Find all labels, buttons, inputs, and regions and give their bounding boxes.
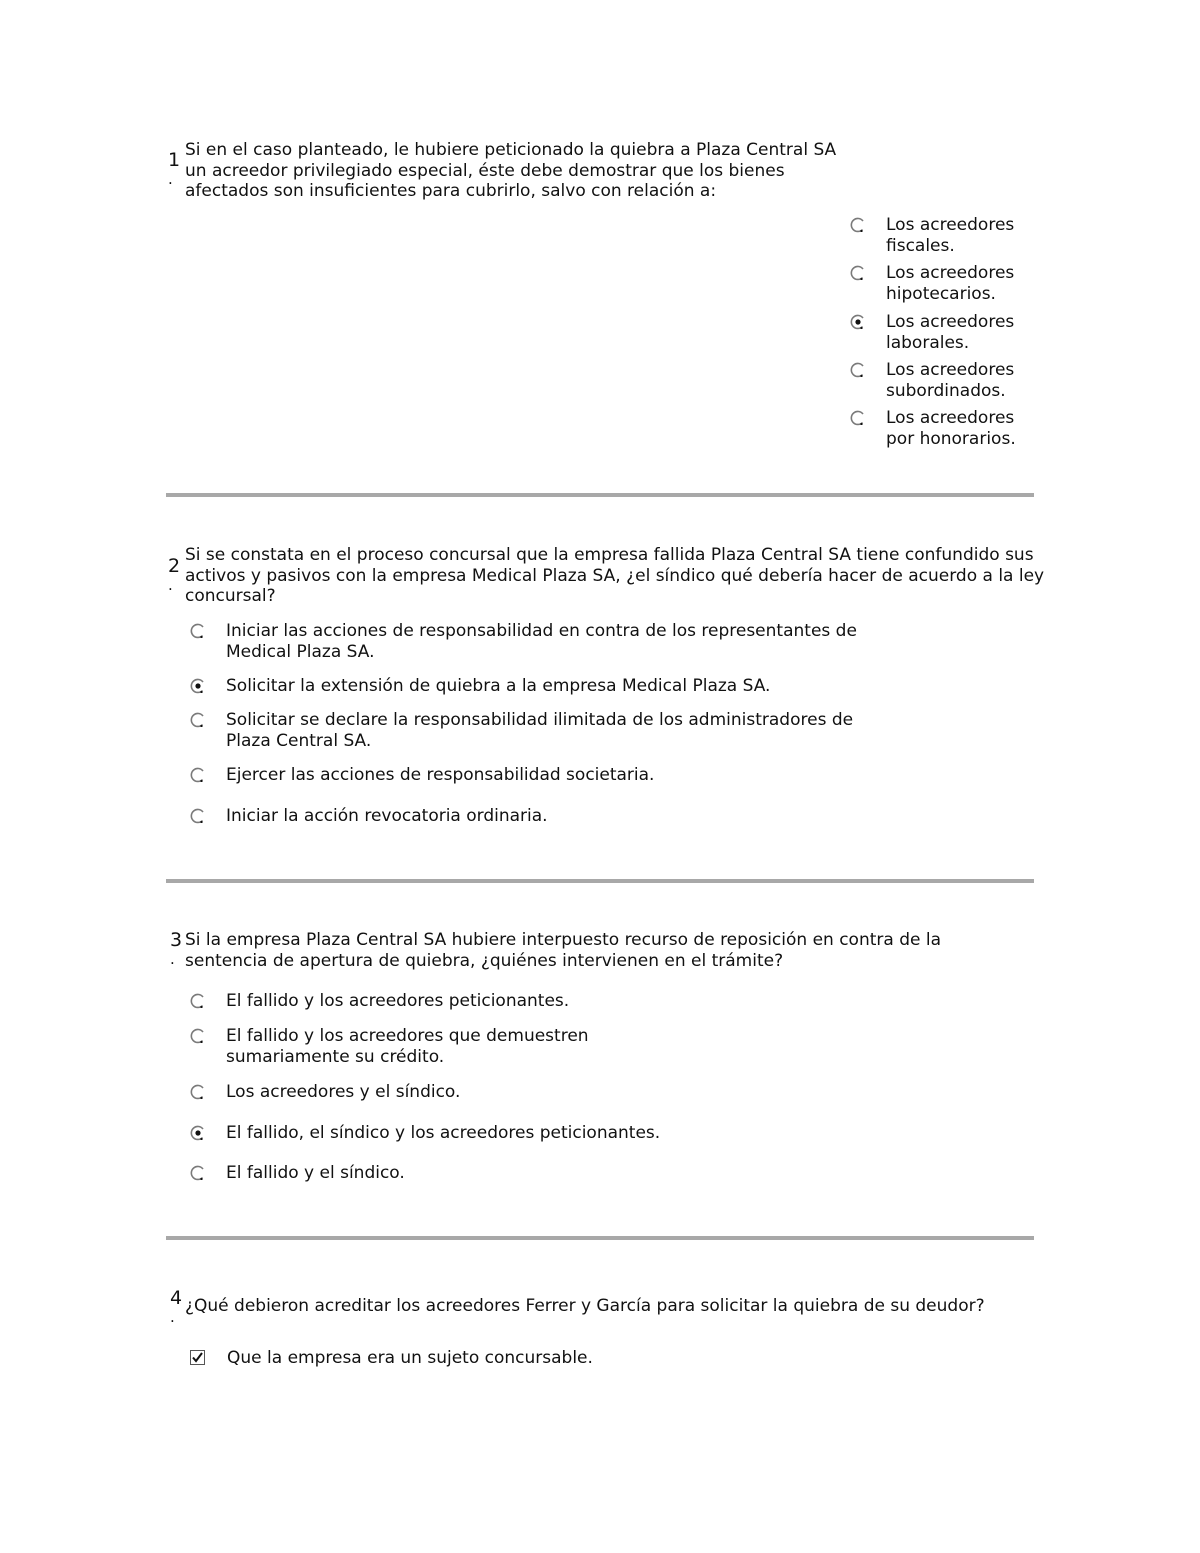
option-label: El fallido y el síndico. — [226, 1163, 405, 1183]
option-4-1[interactable] — [190, 1348, 870, 1369]
option-1-4[interactable] — [850, 360, 1035, 401]
option-label: Los acreedores subordinados. — [886, 360, 1015, 401]
radio-selected-icon[interactable] — [190, 678, 206, 694]
question-number-dot: . — [170, 950, 175, 968]
option-1-5[interactable] — [850, 408, 1035, 449]
question-number-value: 2 — [168, 555, 181, 577]
option-3-2[interactable] — [190, 1026, 610, 1067]
option-label: Solicitar se declare la responsabilidad ilimitada de los administradores de Plaza Central SA. — [226, 710, 854, 751]
question-number-value: 1 — [168, 149, 181, 171]
radio-unselected-icon[interactable] — [190, 1084, 206, 1100]
option-2-3[interactable] — [190, 710, 870, 751]
option-2-2[interactable] — [190, 676, 870, 697]
radio-unselected-icon[interactable] — [190, 993, 206, 1009]
option-label: Los acreedores hipotecarios. — [886, 263, 1015, 304]
option-3-5[interactable] — [190, 1163, 870, 1184]
option-label: Solicitar la extensión de quiebra a la empresa Medical Plaza SA. — [226, 676, 771, 696]
option-label: El fallido, el síndico y los acreedores peticionantes. — [226, 1123, 661, 1143]
radio-selected-icon[interactable] — [850, 314, 866, 330]
option-2-5[interactable] — [190, 806, 870, 827]
option-label: Los acreedores y el síndico. — [226, 1082, 461, 1102]
option-label: Los acreedores por honorarios. — [886, 408, 1016, 449]
option-label: Que la empresa era un sujeto concursable. — [227, 1348, 593, 1368]
option-label: Ejercer las acciones de responsabilidad societaria. — [226, 765, 655, 785]
radio-unselected-icon[interactable] — [190, 767, 206, 783]
question-text-2: Si se constata en el proceso concursal que la empresa fallida Plaza Central SA tiene confundido sus activos y pasivos con la empresa Medical Plaza SA, ¿el síndico qué debería hacer de acuerdo a la ley concursal? — [185, 545, 1045, 606]
option-label: Los acreedores laborales. — [886, 312, 1015, 353]
option-3-4[interactable] — [190, 1123, 870, 1144]
question-number-2 — [168, 556, 180, 592]
question-text-3: Si la empresa Plaza Central SA hubiere interpuesto recurso de reposición en contra de la sentencia de apertura de quiebra, ¿quiénes intervienen en el trámite? — [185, 930, 941, 971]
option-3-1[interactable] — [190, 991, 870, 1012]
radio-unselected-icon[interactable] — [850, 265, 866, 281]
question-number-dot: . — [170, 1308, 175, 1326]
radio-unselected-icon[interactable] — [190, 623, 206, 639]
option-2-1[interactable] — [190, 621, 870, 662]
question-text-4: ¿Qué debieron acreditar los acreedores Ferrer y García para solicitar la quiebra de su deudor? — [185, 1296, 985, 1316]
question-number-1 — [168, 150, 180, 186]
question-separator — [166, 1236, 1034, 1240]
radio-selected-icon[interactable] — [190, 1125, 206, 1141]
radio-unselected-icon[interactable] — [850, 362, 866, 378]
radio-unselected-icon[interactable] — [190, 712, 206, 728]
option-1-1[interactable] — [850, 215, 1035, 256]
question-number-value: 4 — [170, 1287, 183, 1309]
option-label: Iniciar las acciones de responsabilidad en contra de los representantes de Medical Plaza SA. — [226, 621, 857, 662]
option-label: Los acreedores fiscales. — [886, 215, 1015, 256]
question-text-1: Si en el caso planteado, le hubiere peticionado la quiebra a Plaza Central SA un acreedor privilegiado especial, éste debe demostrar que los bienes afectados son insuficientes para cubrirlo, salvo con relación a: — [185, 140, 837, 201]
option-1-2[interactable] — [850, 263, 1035, 304]
option-label: Iniciar la acción revocatoria ordinaria. — [226, 806, 548, 826]
radio-unselected-icon[interactable] — [190, 1028, 206, 1044]
question-separator — [166, 493, 1034, 497]
question-number-4 — [170, 1288, 182, 1324]
question-separator — [166, 879, 1034, 883]
option-label: El fallido y los acreedores que demuestren sumariamente su crédito. — [226, 1026, 589, 1067]
radio-unselected-icon[interactable] — [190, 1165, 206, 1181]
checkbox-checked-icon[interactable] — [190, 1350, 205, 1365]
radio-unselected-icon[interactable] — [850, 410, 866, 426]
question-number-dot: . — [168, 576, 173, 594]
option-1-3[interactable] — [850, 312, 1035, 353]
question-number-dot: . — [168, 170, 173, 188]
option-label: El fallido y los acreedores peticionantes. — [226, 991, 570, 1011]
option-2-4[interactable] — [190, 765, 870, 786]
radio-unselected-icon[interactable] — [850, 217, 866, 233]
option-3-3[interactable] — [190, 1082, 870, 1103]
question-number-value: 3 — [170, 929, 183, 951]
radio-unselected-icon[interactable] — [190, 808, 206, 824]
question-number-3 — [170, 930, 182, 966]
